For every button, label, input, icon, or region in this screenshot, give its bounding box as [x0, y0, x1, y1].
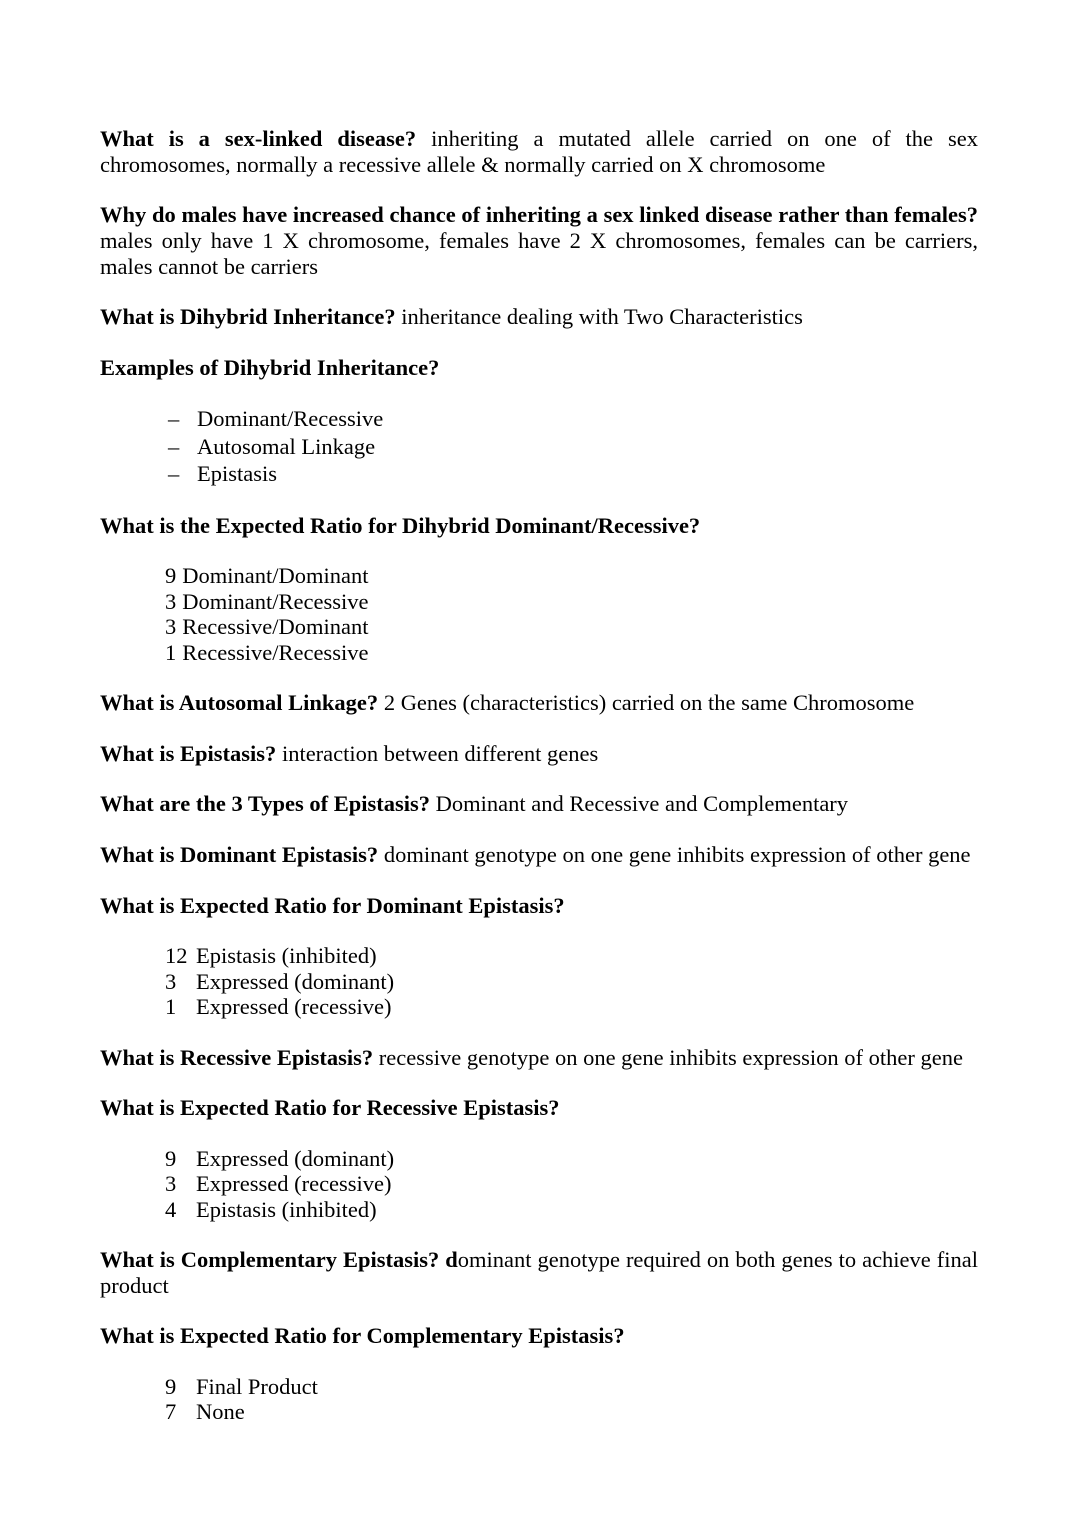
ratio-value: 4	[165, 1196, 177, 1222]
question-expected-ratio-complementary-epistasis: What is Expected Ratio for Complementary Epistasis?	[100, 1323, 625, 1349]
question-autosomal-linkage: What is Autosomal Linkage?	[100, 690, 379, 716]
list-item	[168, 433, 978, 460]
ratio-label: Recessive/Dominant	[182, 614, 369, 640]
ratio-list-dihybrid-dominant-recessive	[100, 563, 978, 665]
ratio-value: 9	[165, 563, 177, 589]
answer-epistasis: interaction between different genes	[276, 740, 599, 766]
ratio-row	[165, 1197, 978, 1222]
ratio-value: 3	[165, 968, 177, 994]
list-item-label: Autosomal Linkage	[197, 433, 376, 459]
answer-sex-linked-disease: inheriting a mutated allele carried on one of the sex chromosomes, normally a recessive allele & normally carried on X chromosome	[100, 126, 978, 177]
dash-bullet-icon: –	[168, 461, 180, 487]
qa-block-epistasis	[100, 741, 978, 767]
ratio-list-recessive-epistasis	[100, 1146, 978, 1222]
list-item-label: Epistasis	[197, 461, 278, 487]
question-expected-ratio-dominant-epistasis: What is Expected Ratio for Dominant Epistasis?	[100, 892, 565, 918]
ratio-value: 9	[165, 1145, 177, 1171]
ratio-value: 3	[165, 614, 177, 640]
ratio-label: Expressed (recessive)	[196, 1171, 392, 1197]
ratio-label: Dominant/Recessive	[182, 588, 369, 614]
list-item	[168, 460, 978, 487]
ratio-row	[165, 1146, 978, 1171]
qa-block-dihybrid-inheritance	[100, 304, 978, 330]
ratio-row	[165, 943, 978, 968]
qa-block-three-types-epistasis	[100, 791, 978, 817]
ratio-list-dominant-epistasis	[100, 943, 978, 1019]
ratio-value: 7	[165, 1399, 177, 1425]
question-examples-dihybrid-inheritance: Examples of Dihybrid Inheritance?	[100, 354, 440, 380]
question-expected-ratio-recessive-epistasis: What is Expected Ratio for Recessive Epistasis?	[100, 1095, 560, 1121]
question-three-types-epistasis: What are the 3 Types of Epistasis?	[100, 791, 431, 817]
list-examples-dihybrid-inheritance	[100, 405, 978, 487]
answer-dihybrid-inheritance: inheritance dealing with Two Characteristics	[395, 304, 803, 330]
answer-autosomal-linkage: 2 Genes (characteristics) carried on the same Chromosome	[378, 690, 915, 716]
ratio-label: Expressed (dominant)	[196, 968, 395, 994]
ratio-label: Final Product	[196, 1374, 318, 1400]
ratio-value: 12	[165, 943, 188, 969]
ratio-value: 3	[165, 1171, 177, 1197]
answer-complementary-epistasis: ominant genotype required on both genes to achieve final product	[100, 1247, 979, 1298]
ratio-value: 1	[165, 994, 177, 1020]
qa-block-autosomal-linkage	[100, 690, 978, 716]
question-complementary-epistasis: What is Complementary Epistasis?	[100, 1247, 440, 1273]
qa-block-males-increased-chance	[100, 202, 978, 279]
ratio-row	[165, 1374, 978, 1399]
ratio-label: Epistasis (inhibited)	[196, 1196, 377, 1222]
ratio-label: Expressed (dominant)	[196, 1145, 395, 1171]
ratio-label: Dominant/Dominant	[182, 563, 369, 589]
question-expected-ratio-dihybrid-dominant-recessive: What is the Expected Ratio for Dihybrid Dominant/Recessive?	[100, 512, 701, 538]
dash-bullet-icon: –	[168, 433, 180, 459]
answer-lead-bold-complementary-epistasis: d	[439, 1247, 458, 1273]
ratio-row	[165, 563, 978, 588]
ratio-row	[165, 589, 978, 614]
ratio-list-complementary-epistasis	[100, 1374, 978, 1425]
ratio-value: 1	[165, 639, 177, 665]
ratio-row	[165, 1399, 978, 1424]
answer-males-increased-chance: males only have 1 X chromosome, females have 2 X chromosomes, females can be carriers, males cannot be carriers	[100, 227, 978, 279]
document-content	[100, 126, 978, 1450]
ratio-label: None	[196, 1399, 245, 1425]
qa-block-recessive-epistasis	[100, 1045, 978, 1071]
list-item	[168, 405, 978, 432]
question-dominant-epistasis: What is Dominant Epistasis?	[100, 842, 379, 868]
ratio-row	[165, 994, 978, 1019]
ratio-value: 9	[165, 1374, 177, 1400]
answer-recessive-epistasis: recessive genotype on one gene inhibits expression of other gene	[373, 1044, 963, 1070]
answer-three-types-epistasis: Dominant and Recessive and Complementary	[430, 791, 849, 817]
ratio-label: Recessive/Recessive	[182, 639, 369, 665]
ratio-value: 3	[165, 588, 177, 614]
ratio-label: Expressed (recessive)	[196, 994, 392, 1020]
ratio-label: Epistasis (inhibited)	[196, 943, 377, 969]
qa-block-sex-linked-disease	[100, 126, 978, 177]
question-males-increased-chance: Why do males have increased chance of inheriting a sex linked disease rather than females?	[100, 202, 978, 228]
qa-block-dominant-epistasis	[100, 842, 978, 868]
ratio-row	[165, 614, 978, 639]
ratio-row	[165, 640, 978, 665]
answer-dominant-epistasis: dominant genotype on one gene inhibits expression of other gene	[378, 842, 971, 868]
list-item-label: Dominant/Recessive	[197, 406, 384, 432]
qa-block-complementary-epistasis	[100, 1247, 978, 1298]
question-epistasis: What is Epistasis?	[100, 740, 277, 766]
ratio-row	[165, 1171, 978, 1196]
ratio-row	[165, 969, 978, 994]
dash-bullet-icon: –	[168, 406, 180, 432]
question-recessive-epistasis: What is Recessive Epistasis?	[100, 1044, 374, 1070]
question-dihybrid-inheritance: What is Dihybrid Inheritance?	[100, 304, 396, 330]
question-sex-linked-disease: What is a sex-linked disease?	[100, 126, 417, 151]
